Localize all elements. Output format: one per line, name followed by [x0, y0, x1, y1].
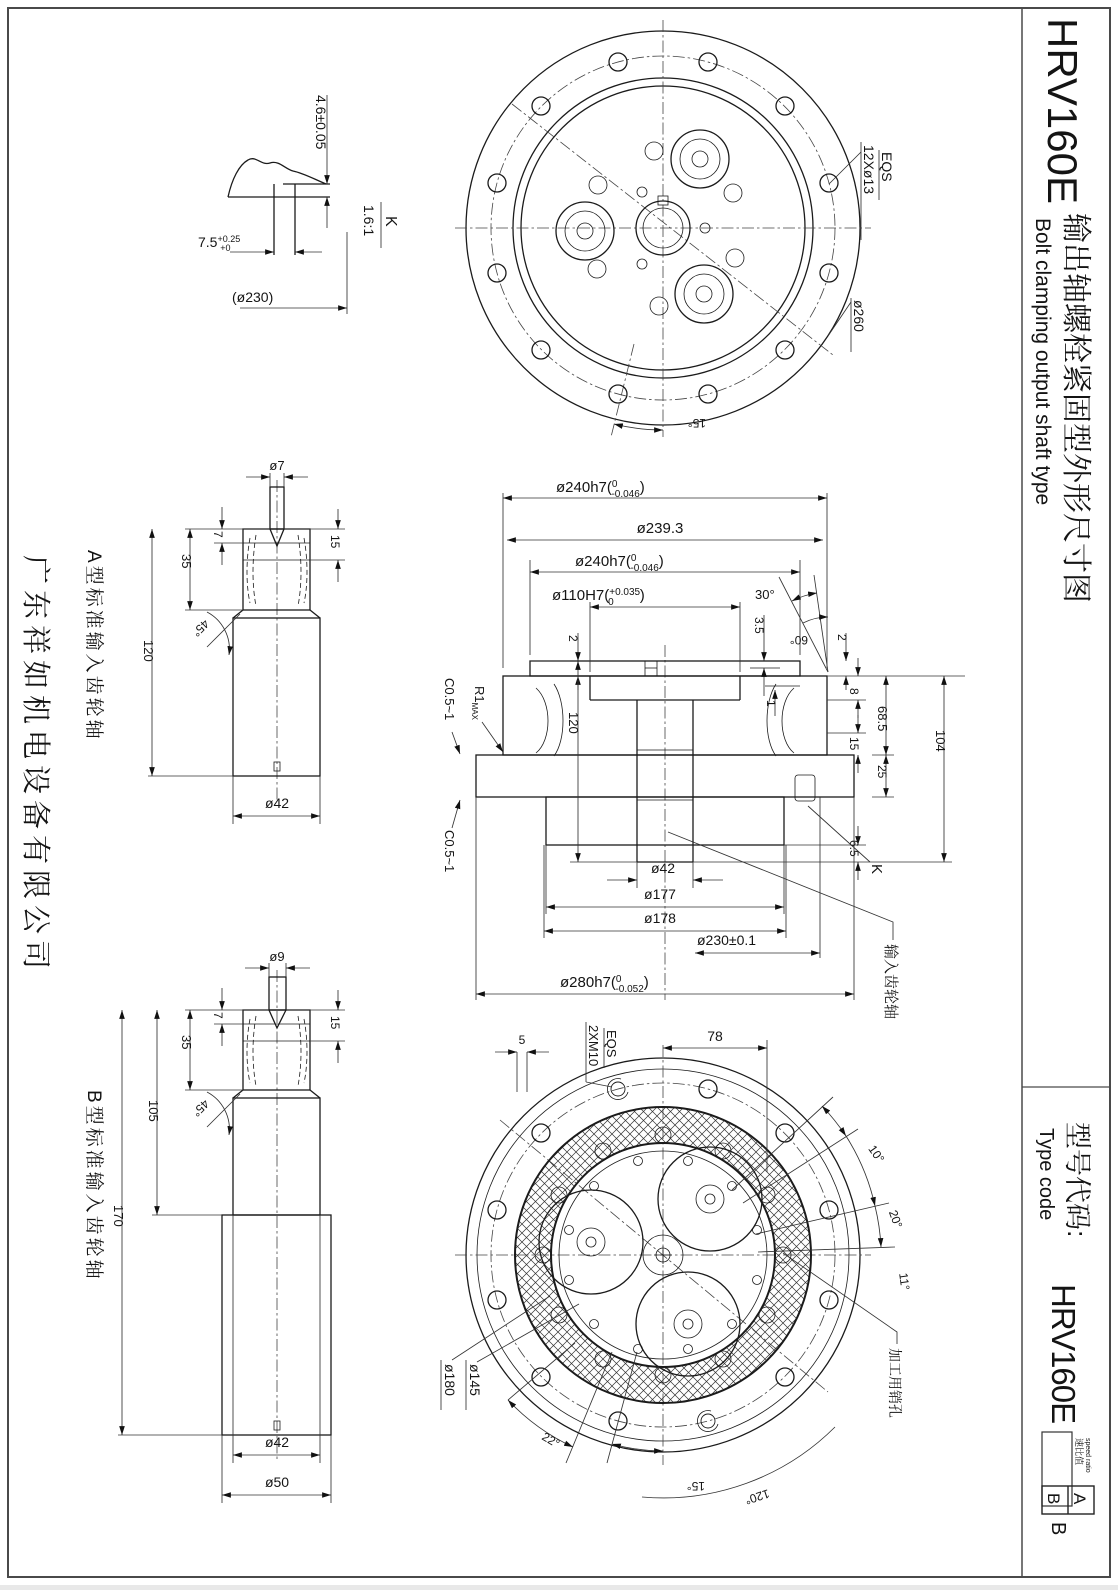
dim-angle-11: 11° — [896, 1271, 913, 1292]
company-name: 广东祥如机电设备有限公司 — [19, 555, 51, 976]
dim-b-body-dia: ø42 — [264, 1434, 290, 1450]
dim-angle-15: 15° — [686, 1479, 705, 1493]
dim-angle-10: 10° — [865, 1142, 888, 1166]
dim-a-tip-dia: ø7 — [269, 458, 285, 473]
front-view-callouts — [614, 142, 895, 430]
dim-r1max: $R1_{MAX}$ — [470, 686, 487, 720]
dim-a-35: 35 — [179, 554, 194, 569]
dim-a-15: 15 — [328, 535, 342, 549]
dim-a-45: 45° — [189, 616, 213, 640]
dim-angle-60: 60° — [789, 633, 808, 647]
dim-b-45: 45° — [189, 1096, 213, 1120]
dim-flange-dia: ø260 — [851, 300, 867, 332]
dim-step35: 3.5 — [752, 617, 766, 634]
dim-d240-spigot: ø240h7($^0$ -0.046) — [575, 553, 664, 574]
dim-d2393: ø239.3 — [636, 520, 684, 537]
dim-5: 5 — [518, 1033, 526, 1047]
speed-ratio-label-en: speed ratio — [1084, 1438, 1091, 1473]
dim-hole-angle: 15° — [687, 416, 706, 430]
dim-78: 78 — [707, 1028, 723, 1044]
dim-a-7: 7 — [211, 531, 225, 538]
dim-bolt-holes-eqs: EQS — [879, 152, 895, 182]
detail-k-view — [198, 95, 399, 314]
type-option-a: A — [1070, 1493, 1089, 1505]
dim-65: 6.5 — [847, 840, 861, 857]
dim-angle-30: 30° — [755, 587, 775, 602]
dim-15: 15 — [847, 737, 861, 751]
dim-d110: ø110H7($^{+0.035}$ 0 ) — [552, 587, 645, 608]
dim-d240-top: ø240h7($^0$ -0.046) — [556, 479, 645, 500]
front-inner-mechanism — [556, 130, 744, 323]
dim-b-step-dia: ø50 — [264, 1474, 290, 1490]
dim-b-15: 15 — [328, 1016, 342, 1030]
title-block — [1031, 18, 1094, 1535]
dim-step2-left: 2 — [566, 635, 580, 642]
dim-b-tip-dia: ø9 — [269, 949, 285, 964]
dim-chamfer-top: C0.5~1 — [442, 678, 457, 721]
dim-a-body-dia: ø42 — [264, 795, 290, 811]
detail-k-ref: K — [868, 864, 885, 875]
dim-d42: ø42 — [650, 860, 676, 876]
drawing-model: HRV160E — [1039, 18, 1086, 205]
dim-d145: ø145 — [467, 1364, 483, 1396]
dim-a-120: 120 — [141, 640, 156, 662]
shaft-a-label: A型标准输入齿轮轴 — [83, 550, 104, 742]
dim-angle-120: 120° — [743, 1486, 772, 1508]
dim-m10-eqs: EQS — [604, 1030, 619, 1058]
shaft-b-label: B型标准输入齿轮轴 — [83, 1090, 104, 1282]
dim-pin-ref-dia: (ø230) — [232, 289, 274, 305]
dim-m10-holes: 2XM10 — [586, 1025, 601, 1067]
drawing-title-en: Bolt clamping output shaft type — [1031, 218, 1054, 506]
dim-d280: ø280h7($^0$ -0.052) — [560, 974, 649, 995]
type-code-label-cn: 型号代码: — [1062, 1122, 1092, 1238]
shaft-a-outline — [233, 487, 320, 776]
detail-k-scale: 1.6:1 — [361, 205, 377, 237]
dim-d180: ø180 — [442, 1364, 458, 1396]
type-option-b: B — [1044, 1493, 1063, 1505]
dim-685: 68.5 — [875, 706, 890, 732]
rear-view — [441, 1022, 912, 1507]
input-shaft-label: 输入齿轮轴 — [882, 944, 899, 1020]
rear-view-dims — [441, 1022, 912, 1507]
dim-d177: ø177 — [644, 886, 676, 902]
dim-step8: 8 — [847, 688, 861, 695]
front-view — [455, 20, 895, 437]
dim-b-105: 105 — [146, 1100, 161, 1122]
type-example: B — [1047, 1522, 1069, 1536]
detail-k-label: K — [382, 216, 399, 227]
dim-d178: ø178 — [644, 910, 676, 926]
type-code-model: HRV160E — [1045, 1284, 1082, 1424]
dim-b-170: 170 — [111, 1205, 126, 1227]
dim-bolt-holes: 12Xø13 — [861, 145, 877, 195]
shaft-a-view — [83, 458, 345, 824]
dim-b-35: 35 — [179, 1035, 194, 1050]
speed-ratio-label-cn: 速比值 — [1074, 1438, 1084, 1466]
type-option-box — [1042, 1486, 1094, 1514]
dim-d230: ø230±0.1 — [697, 932, 757, 948]
shaft-b-view — [83, 949, 345, 1503]
dim-25: 25 — [875, 765, 889, 779]
drawing-title-cn: 输出轴螺栓紧固型外形尺寸图 — [1059, 213, 1092, 603]
detail-k-dims — [198, 95, 399, 314]
dim-step1: 1 — [764, 700, 778, 707]
dim-chamfer-bottom: C0.5~1 — [442, 830, 457, 873]
dim-step2-right: 2 — [835, 634, 849, 641]
dim-b-7: 7 — [211, 1012, 225, 1019]
pin-hole-label: 加工用销孔 — [887, 1348, 903, 1418]
shaft-a-dims — [141, 458, 345, 824]
dim-120: 120 — [566, 712, 581, 734]
type-code-label-en: Type code — [1035, 1128, 1057, 1221]
dim-angle-22: 22° — [539, 1429, 563, 1451]
dim-angle-20: 20° — [885, 1208, 906, 1231]
shaft-b-outline — [222, 977, 331, 1435]
dim-pin-thickness: 4.6±0.05 — [313, 95, 329, 150]
section-view — [442, 479, 965, 1019]
section-dims — [442, 479, 965, 1019]
dim-pin-width: $7.5^{+0.25} +0$ — [198, 234, 241, 253]
dim-104: 104 — [933, 730, 948, 752]
